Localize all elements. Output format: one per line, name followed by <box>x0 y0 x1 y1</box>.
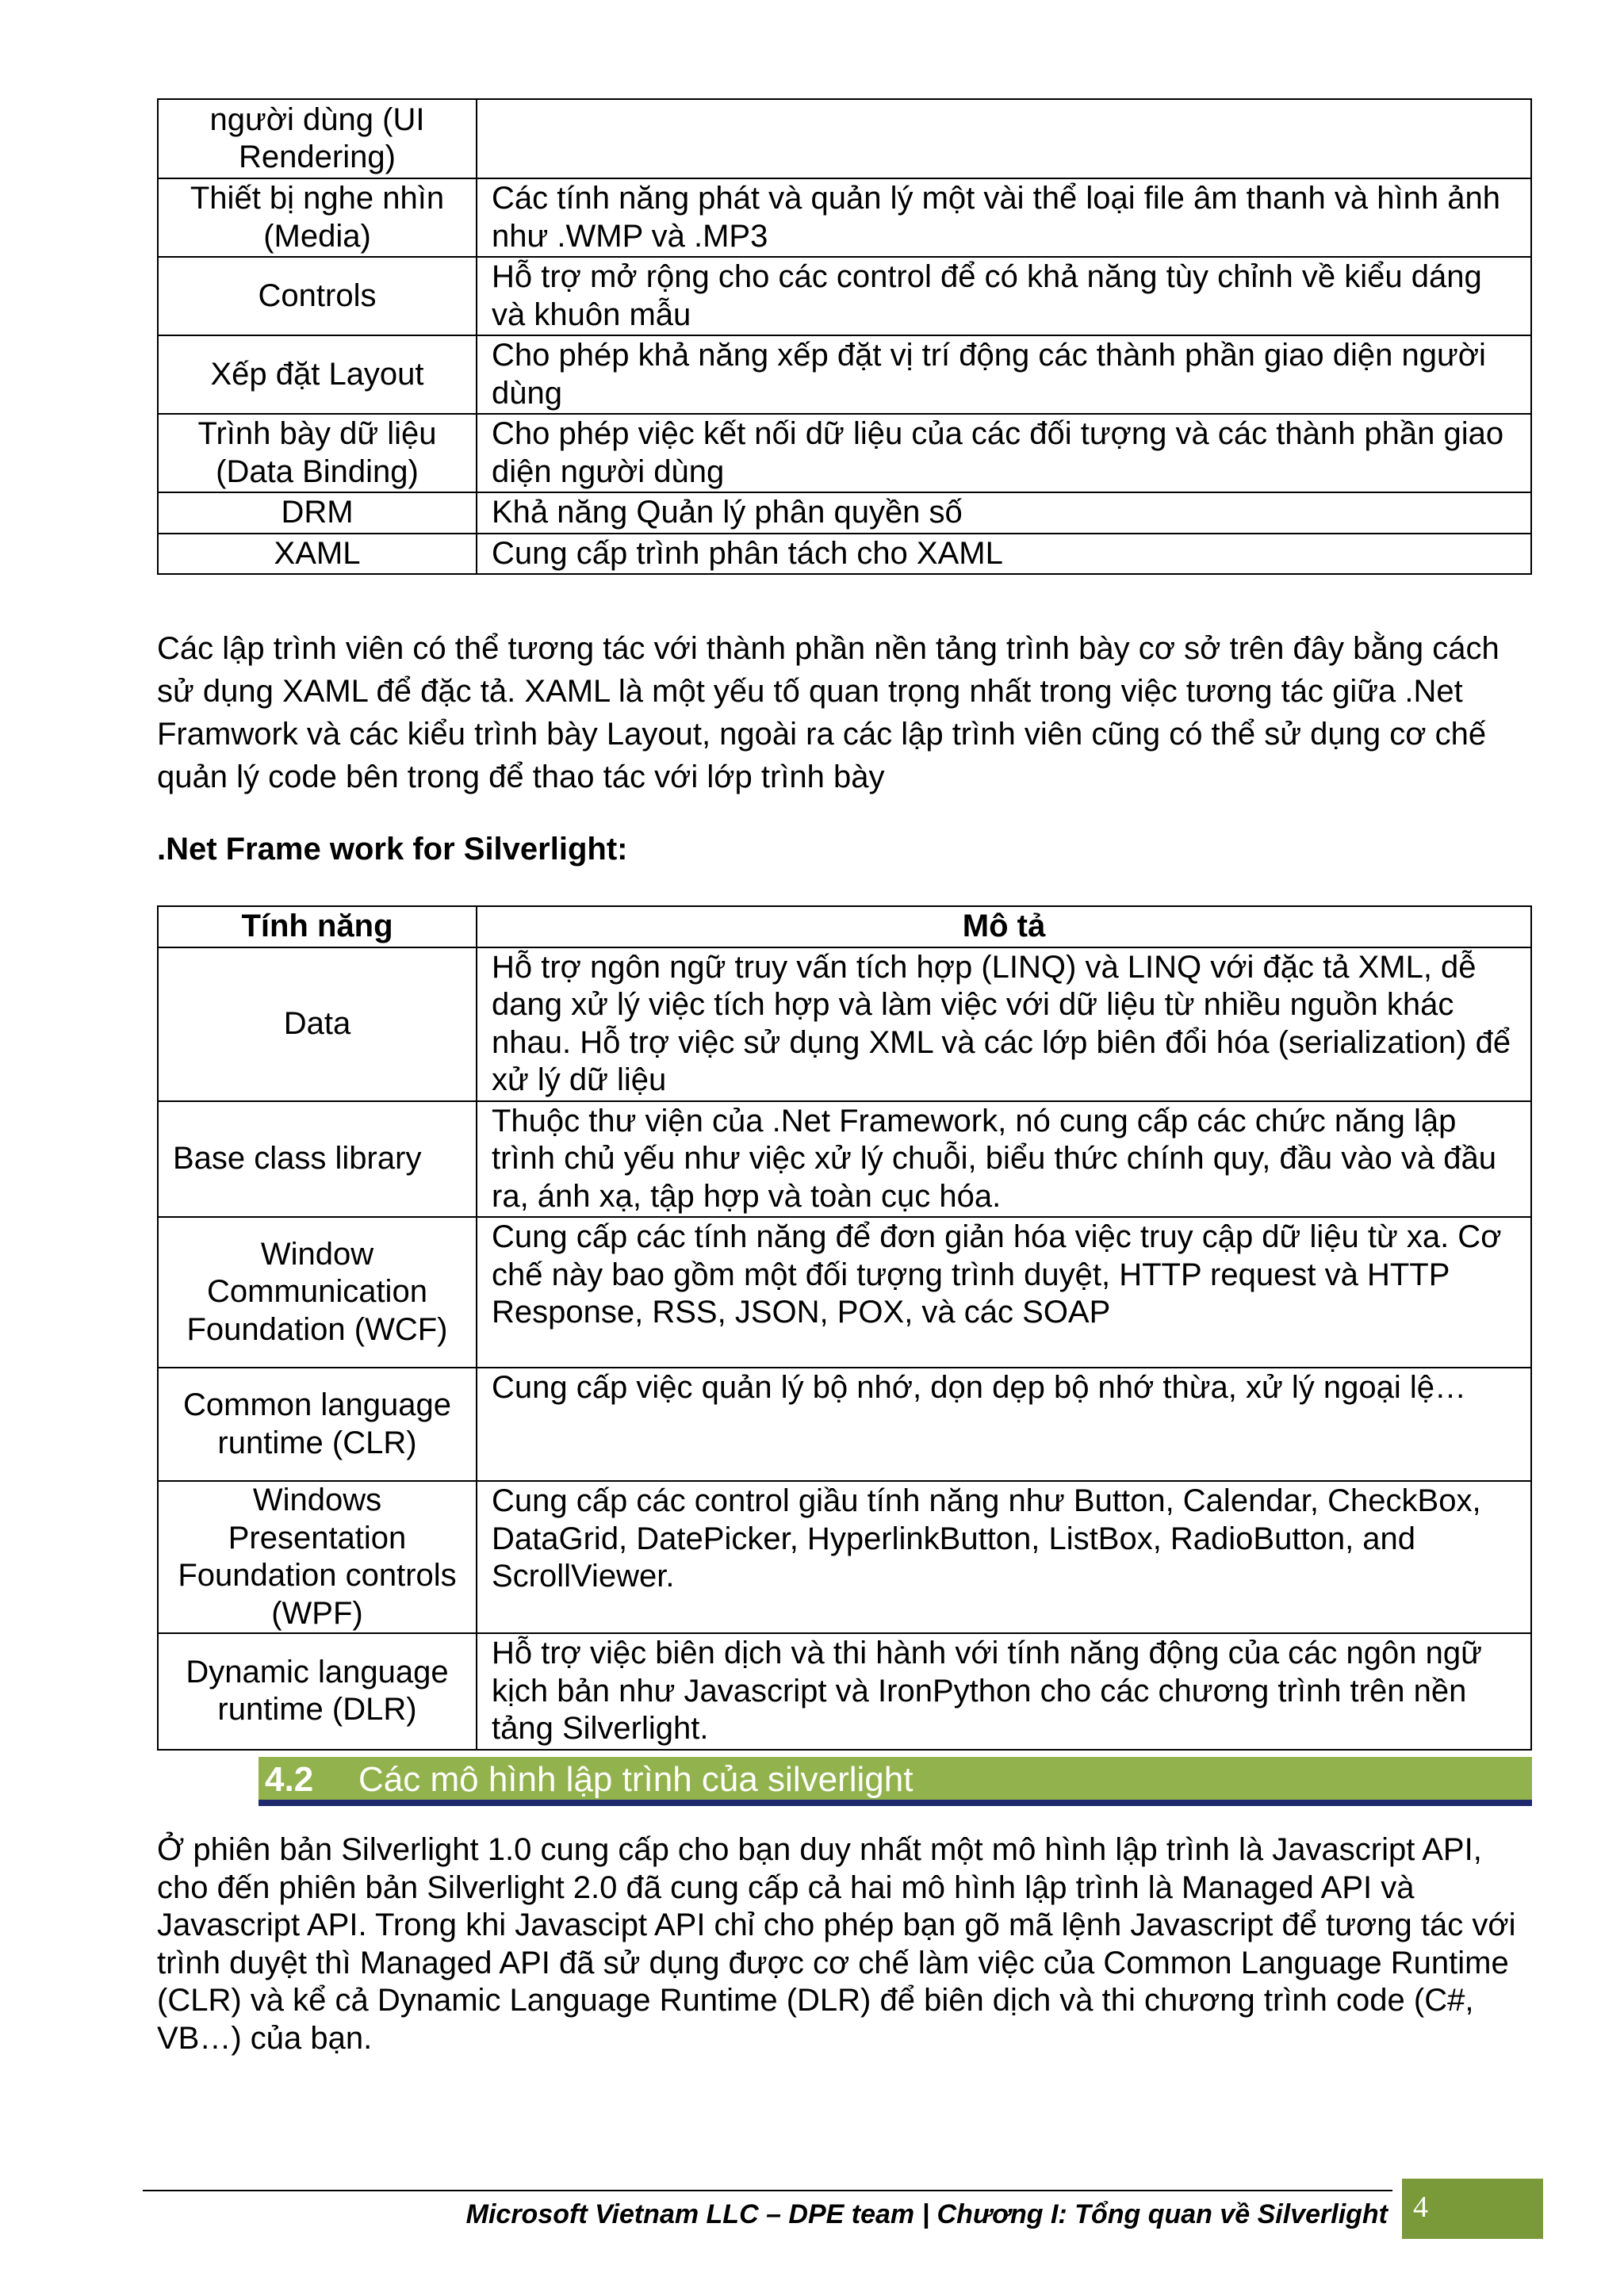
page-number: 4 <box>1402 2179 1543 2239</box>
table-row <box>158 257 1531 335</box>
description-cell: Hỗ trợ việc biên dịch và thi hành với tính năng động của các ngôn ngữ kịch bản như Javascript và IronPython cho các chương trình trên nền tảng Silverlight. <box>477 1633 1531 1750</box>
footer-divider <box>143 2190 1392 2191</box>
table-row <box>158 534 1531 575</box>
description-cell: Hỗ trợ ngôn ngữ truy vấn tích hợp (LINQ) và LINQ với đặc tả XML, dễ dang xử lý việc tích hợp và làm việc với dữ liệu từ nhiều nguồn khác nhau. Hỗ trợ việc sử dụng XML và các lớp biên đổi hóa (serialization) để xử lý dữ liệu <box>477 947 1531 1101</box>
feature-cell: Windows Presentation Foundation controls (WPF) <box>158 1481 477 1633</box>
table-row <box>158 178 1531 257</box>
table-row <box>158 1101 1531 1218</box>
feature-cell: Thiết bị nghe nhìn (Media) <box>158 178 477 257</box>
table-row <box>158 1217 1531 1368</box>
feature-cell: DRM <box>158 492 477 534</box>
description-cell: Cung cấp việc quản lý bộ nhớ, dọn dẹp bộ nhớ thừa, xử lý ngoại lệ… <box>477 1368 1531 1481</box>
description-cell: Cung cấp các tính năng để đơn giản hóa việc truy cập dữ liệu từ xa. Cơ chế này bao gồm một đối tượng trình duyệt, HTTP request và HTTP Response, RSS, JSON, POX, và các SOAP <box>477 1217 1531 1368</box>
feature-cell: Common language runtime (CLR) <box>158 1368 477 1481</box>
feature-cell: Controls <box>158 257 477 335</box>
description-cell: Các tính năng phát và quản lý một vài thể loại file âm thanh và hình ảnh như .WMP và .MP3 <box>477 178 1531 257</box>
table-row <box>158 1481 1531 1633</box>
feature-cell: Dynamic language runtime (DLR) <box>158 1633 477 1750</box>
header-description: Mô tả <box>477 906 1531 947</box>
description-cell: Hỗ trợ mở rộng cho các control để có khả năng tùy chỉnh về kiểu dáng và khuôn mẫu <box>477 257 1531 335</box>
description-cell: Khả năng Quản lý phân quyền số <box>477 492 1531 534</box>
feature-cell: Data <box>158 947 477 1101</box>
table-row <box>158 335 1531 414</box>
table-row <box>158 1368 1531 1481</box>
section-title: Các mô hình lập trình của silverlight <box>358 1760 914 1799</box>
table-row <box>158 414 1531 492</box>
footer-text: Microsoft Vietnam LLC – DPE team | Chương I: Tổng quan về Silverlight <box>465 2199 1388 2229</box>
feature-cell: Trình bày dữ liệu (Data Binding) <box>158 414 477 492</box>
feature-cell: Base class library <box>158 1101 477 1218</box>
feature-cell: Window Communication Foundation (WCF) <box>158 1217 477 1368</box>
page-content <box>157 98 1532 1751</box>
description-cell: Thuộc thư viện của .Net Framework, nó cung cấp các chức năng lập trình chủ yếu như việc xử lý chuỗi, biểu thức chính quy, đầu vào và đầu ra, ánh xạ, tập hợp và toàn cục hóa. <box>477 1101 1531 1218</box>
description-cell: Cho phép khả năng xếp đặt vị trí động các thành phần giao diện người dùng <box>477 335 1531 414</box>
section-paragraph: Ở phiên bản Silverlight 1.0 cung cấp cho bạn duy nhất một mô hình lập trình là Javascript API, cho đến phiên bản Silverlight 2.0 đã cung cấp cả hai mô hình lập trình là Managed API và Javascript API. Trong khi Javascipt API chỉ cho phép bạn gõ mã lệnh Javascript để tương tác với trình duyệt thì Managed API đã sử dụng được cơ chế làm việc của Common Language Runtime (CLR) và kể cả Dynamic Language Runtime (DLR) để biên dịch và thi chương trình code (C#, VB…) của bạn. <box>157 1832 1516 2056</box>
net-framework-heading: .Net Frame work for Silverlight: <box>157 832 628 867</box>
header-feature: Tính năng <box>158 906 477 947</box>
description-cell: Cho phép việc kết nối dữ liệu của các đối tượng và các thành phần giao diện người dùng <box>477 414 1531 492</box>
table-header-row <box>158 906 1531 947</box>
net-framework-table <box>157 905 1532 1751</box>
section-number: 4.2 <box>265 1760 314 1799</box>
body-paragraph: Các lập trình viên có thể tương tác với thành phần nền tảng trình bày cơ sở trên đây bằng cách sử dụng XAML để đặc tả. XAML là một yếu tố quan trọng nhất trong việc tương tác giữa .Net Framwork và các kiểu trình bày Layout, ngoài ra các lập trình viên cũng có thể sử dụng cơ chế quản lý code bên trong để thao tác với lớp trình bày <box>157 631 1500 794</box>
table-row <box>158 947 1531 1101</box>
description-cell: Cung cấp các control giầu tính năng như Button, Calendar, CheckBox, DataGrid, DatePicker, HyperlinkButton, ListBox, RadioButton, and ScrollViewer. <box>477 1481 1531 1633</box>
feature-cell: Xếp đặt Layout <box>158 335 477 414</box>
feature-cell: XAML <box>158 534 477 575</box>
features-table-top <box>157 98 1532 575</box>
description-cell: Cung cấp trình phân tách cho XAML <box>477 534 1531 575</box>
feature-cell: người dùng (UI Rendering) <box>158 99 477 178</box>
table-row <box>158 1633 1531 1750</box>
description-cell <box>477 99 1531 178</box>
table-row <box>158 492 1531 534</box>
table-row <box>158 99 1531 178</box>
section-heading-bar <box>259 1757 1532 1806</box>
